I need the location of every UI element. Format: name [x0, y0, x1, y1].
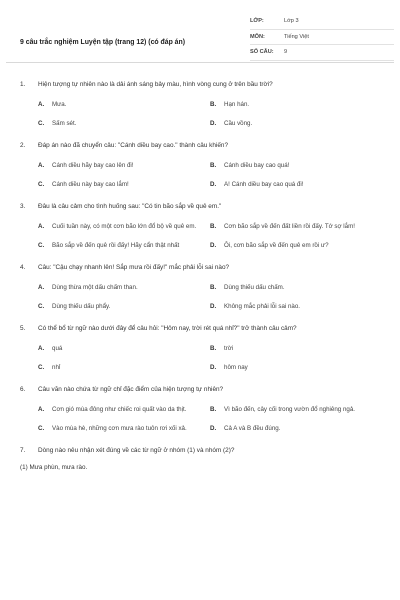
option-letter: C. — [38, 303, 45, 310]
question-number: 1. — [20, 81, 26, 88]
option-letter: D. — [210, 425, 217, 432]
question-item — [20, 142, 386, 190]
option-text: hôm nay — [224, 364, 248, 371]
option-letter: C. — [38, 425, 45, 432]
question-prompt: Câu: "Cậu chạy nhanh lên! Sắp mưa rồi đấy!" mắc phải lỗi sai nào? — [38, 264, 230, 271]
question-item — [20, 325, 386, 373]
answer-option[interactable] — [38, 301, 210, 312]
question-number: 6. — [20, 386, 26, 393]
option-text: Cầu vồng. — [224, 120, 253, 127]
answer-option[interactable] — [210, 404, 382, 415]
option-letter: B. — [210, 162, 217, 169]
question-list — [20, 81, 386, 484]
meta-value: 9 — [284, 49, 288, 56]
answer-option[interactable] — [38, 343, 210, 354]
meta-key: MÔN: — [250, 33, 265, 40]
option-letter: D. — [210, 303, 217, 310]
meta-value: Tiếng Việt — [284, 33, 309, 40]
answer-option[interactable] — [210, 99, 382, 110]
answer-option[interactable] — [210, 423, 382, 434]
question-prompt: Hiện tượng tự nhiên nào là dải ánh sáng bảy màu, hình vòng cung ở trên bầu trời? — [38, 81, 273, 88]
meta-row-count — [250, 45, 394, 61]
answer-option[interactable] — [38, 240, 210, 251]
option-letter: A. — [38, 284, 45, 291]
question-text — [20, 386, 386, 394]
option-letter: A. — [38, 345, 45, 352]
option-letter: A. — [38, 162, 45, 169]
option-text: Cánh diều này bay cao lắm! — [52, 181, 129, 188]
answer-option[interactable] — [210, 282, 382, 293]
answer-option[interactable] — [210, 221, 382, 232]
answer-option[interactable] — [210, 362, 382, 373]
option-letter: C. — [38, 364, 45, 371]
answer-options — [20, 221, 386, 251]
answer-option[interactable] — [210, 118, 382, 129]
option-letter: A. — [38, 223, 45, 230]
meta-key: SỐ CÂU: — [250, 49, 274, 56]
question-item — [20, 81, 386, 129]
question-prompt: Dòng nào nêu nhận xét đúng về các từ ngữ ở nhóm (1) và nhóm (2)? — [38, 447, 235, 454]
option-text: Bão sắp về đến quê rồi đấy! Hãy cẩn thật nhất — [52, 242, 180, 249]
question-number: 5. — [20, 325, 26, 332]
option-letter: A. — [38, 406, 45, 413]
option-letter: B. — [210, 406, 217, 413]
option-text: A! Cánh diều bay cao quá đi! — [224, 181, 304, 188]
option-letter: B. — [210, 345, 217, 352]
option-text: Cả A và B đều đúng. — [224, 425, 281, 432]
option-text: Vì bão đến, cây cối trong vườn đổ nghiêng ngả. — [224, 406, 356, 413]
option-text: Dùng thiếu dấu chấm. — [224, 284, 285, 291]
option-text: Dùng thừa một dấu chấm than. — [52, 284, 138, 291]
option-letter: B. — [210, 284, 217, 291]
option-text: trời — [224, 345, 234, 352]
question-prompt: Câu văn nào chứa từ ngữ chỉ đặc điểm của hiện tượng tự nhiên? — [38, 386, 224, 393]
option-text: Cánh diều hãy bay cao lên đi! — [52, 162, 134, 169]
option-letter: A. — [38, 101, 45, 108]
option-text: Mưa. — [52, 101, 67, 108]
answer-options — [20, 404, 386, 434]
option-letter: D. — [210, 364, 217, 371]
option-text: Cánh diều bay cao quá! — [224, 162, 290, 169]
answer-option[interactable] — [38, 160, 210, 171]
meta-row-subject — [250, 30, 394, 46]
option-text: Cuối tuần này, có một cơn bão lớn đổ bộ về quê em. — [52, 223, 197, 230]
option-text: nhỉ — [52, 364, 61, 371]
quiz-meta — [250, 14, 394, 61]
answer-option[interactable] — [38, 404, 210, 415]
option-letter: D. — [210, 120, 217, 127]
option-text: quá — [52, 345, 63, 352]
quiz-title: 9 câu trắc nghiệm Luyện tập (trang 12) (có đáp án) — [20, 39, 186, 46]
option-text: Sấm sét. — [52, 120, 77, 127]
answer-option[interactable] — [38, 179, 210, 190]
question-prompt: Có thể bổ từ ngữ nào dưới đây để câu hỏi: "Hôm nay, trời rét quá nhỉ?" trở thành câu cảm? — [38, 325, 297, 332]
answer-options — [20, 99, 386, 129]
answer-options — [20, 343, 386, 373]
answer-option[interactable] — [38, 221, 210, 232]
option-text: Vào mùa hè, những cơn mưa rào tuôn rơi xối xả. — [52, 425, 187, 432]
question-item — [20, 264, 386, 312]
question-text — [20, 325, 386, 333]
answer-option[interactable] — [210, 343, 382, 354]
answer-option[interactable] — [38, 362, 210, 373]
quiz-header — [6, 8, 394, 63]
question-text — [20, 81, 386, 89]
question-number: 7. — [20, 447, 26, 454]
answer-option[interactable] — [38, 423, 210, 434]
question-extra-text: (1) Mưa phùn, mưa rào. — [20, 464, 88, 471]
question-text — [20, 264, 386, 272]
option-text: Không mắc phải lỗi sai nào. — [224, 303, 301, 310]
option-letter: C. — [38, 120, 45, 127]
option-text: Dùng thiếu dấu phẩy. — [52, 303, 111, 310]
question-number: 3. — [20, 203, 26, 210]
meta-key: LỚP: — [250, 18, 264, 25]
question-item — [20, 203, 386, 251]
option-letter: C. — [38, 242, 45, 249]
question-text — [20, 447, 386, 455]
answer-option[interactable] — [38, 282, 210, 293]
question-text — [20, 203, 386, 211]
question-prompt: Đâu là câu cảm cho tình huống sau: "Có tin bão sắp về quê em." — [38, 203, 222, 210]
question-text — [20, 142, 386, 150]
option-letter: B. — [210, 223, 217, 230]
answer-option[interactable] — [210, 160, 382, 171]
answer-option[interactable] — [38, 118, 210, 129]
option-text: Cơn bão sắp về đến đất liền rồi đấy. Tớ sợ lắm! — [224, 223, 355, 230]
meta-row-grade — [250, 14, 394, 30]
question-number: 4. — [20, 264, 26, 271]
answer-options — [20, 160, 386, 190]
answer-option[interactable] — [210, 301, 382, 312]
option-letter: D. — [210, 242, 217, 249]
option-text: Cơn gió mùa đông như chiếc roi quất vào da thịt. — [52, 406, 187, 413]
option-letter: D. — [210, 181, 217, 188]
option-text: Hạn hán. — [224, 101, 250, 108]
question-item — [20, 447, 386, 471]
option-letter: C. — [38, 181, 45, 188]
answer-options — [20, 282, 386, 312]
meta-value: Lớp 3 — [284, 18, 299, 25]
option-letter: B. — [210, 101, 217, 108]
question-item — [20, 386, 386, 434]
answer-option[interactable] — [210, 240, 382, 251]
answer-option[interactable] — [38, 99, 210, 110]
answer-option[interactable] — [210, 179, 382, 190]
option-text: Ôi, cơn bão sắp về đến quê em rồi ư? — [224, 242, 329, 249]
question-prompt: Đáp án nào đã chuyển câu: "Cánh diều bay cao." thành câu khiến? — [38, 142, 229, 149]
question-number: 2. — [20, 142, 26, 149]
